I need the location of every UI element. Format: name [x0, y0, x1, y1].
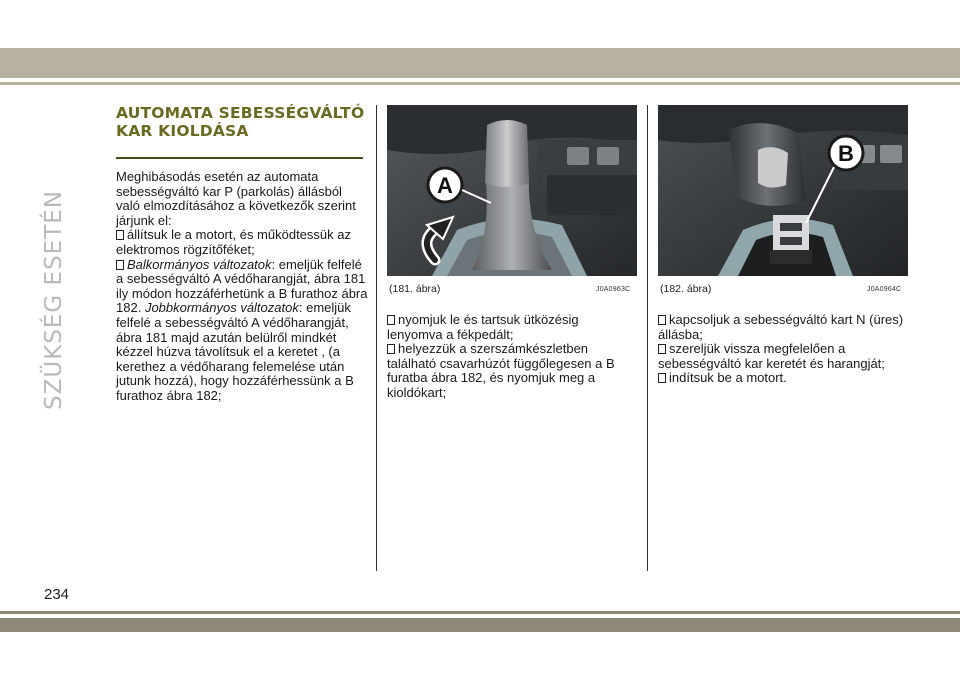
checkbox-bullet-icon — [658, 373, 666, 383]
column-divider — [647, 105, 648, 571]
heading-rule — [116, 157, 363, 159]
section-side-label: SZÜKSÉG ESETÉN — [41, 190, 67, 410]
checkbox-bullet-icon — [116, 260, 124, 270]
figure-182-photo — [658, 105, 908, 276]
list-item: szereljük vissza megfelelően a sebességváltó kar keretét és harangját; — [658, 341, 885, 371]
column-1 — [116, 170, 368, 404]
gear-shifter-removed-photo — [658, 105, 908, 276]
column-3 — [658, 313, 910, 386]
section-heading: AUTOMATA SEBESSÉGVÁLTÓ KAR KIOLDÁSA — [116, 104, 365, 140]
checkbox-bullet-icon — [387, 344, 395, 354]
callout-b-label: B — [838, 141, 854, 166]
list-item: nyomjuk le és tartsuk ütközésig lenyomva a fékpedált; — [387, 312, 579, 342]
checkbox-bullet-icon — [658, 344, 666, 354]
checkbox-bullet-icon — [116, 230, 124, 240]
column-2 — [387, 313, 637, 401]
figure-181-caption: (181. ábra) — [389, 283, 441, 295]
figure-182-code: J0A0964C — [867, 286, 902, 293]
figure-181-photo — [387, 105, 637, 276]
list-item: helyezzük a szerszámkészletben található csavarhúzót függőlegesen a B furatba ábra 182, és nyomjuk meg a kioldókart; — [387, 341, 615, 400]
figure-182-caption: (182. ábra) — [660, 283, 712, 295]
top-line — [0, 82, 960, 85]
bottom-band — [0, 618, 960, 632]
bottom-line — [0, 611, 960, 614]
list-item: kapcsoljuk a sebességváltó kart N (üres) állásba; — [658, 312, 904, 342]
list-item: indítsuk be a motort. — [658, 371, 910, 386]
checkbox-bullet-icon — [658, 315, 666, 325]
checkbox-bullet-icon — [387, 315, 395, 325]
page-number: 234 — [44, 586, 70, 603]
top-band — [0, 48, 960, 78]
figure-181-code: J0A0963C — [596, 286, 631, 293]
callout-a-label: A — [437, 173, 453, 198]
list-item: Balkormányos változatok: emeljük felfelé a sebességváltó A védőharangját, ábra 181 ily módon hozzáférhetünk a B furathoz ábra 182. Jobbkormányos változatok: emeljük felfelé a sebességváltó A védőharangját, ábra 181 majd azután belülről mindkét kézzel húzva távolítsuk el a keretet , (a kerethez a védőharang felemelése után jutunk hozzá), hogy hozzáférhessünk a B furathoz ábra 182; — [116, 256, 368, 403]
gear-shifter-photo — [387, 105, 637, 276]
list-item: állítsuk le a motort, és működtessük az elektromos rögzítőféket; — [116, 227, 351, 257]
column-divider — [376, 105, 377, 571]
intro-paragraph: Meghibásodás esetén az automata sebességváltó kar P (parkolás) állásból való elmozdításához a következők szerint járjunk el: — [116, 169, 356, 228]
